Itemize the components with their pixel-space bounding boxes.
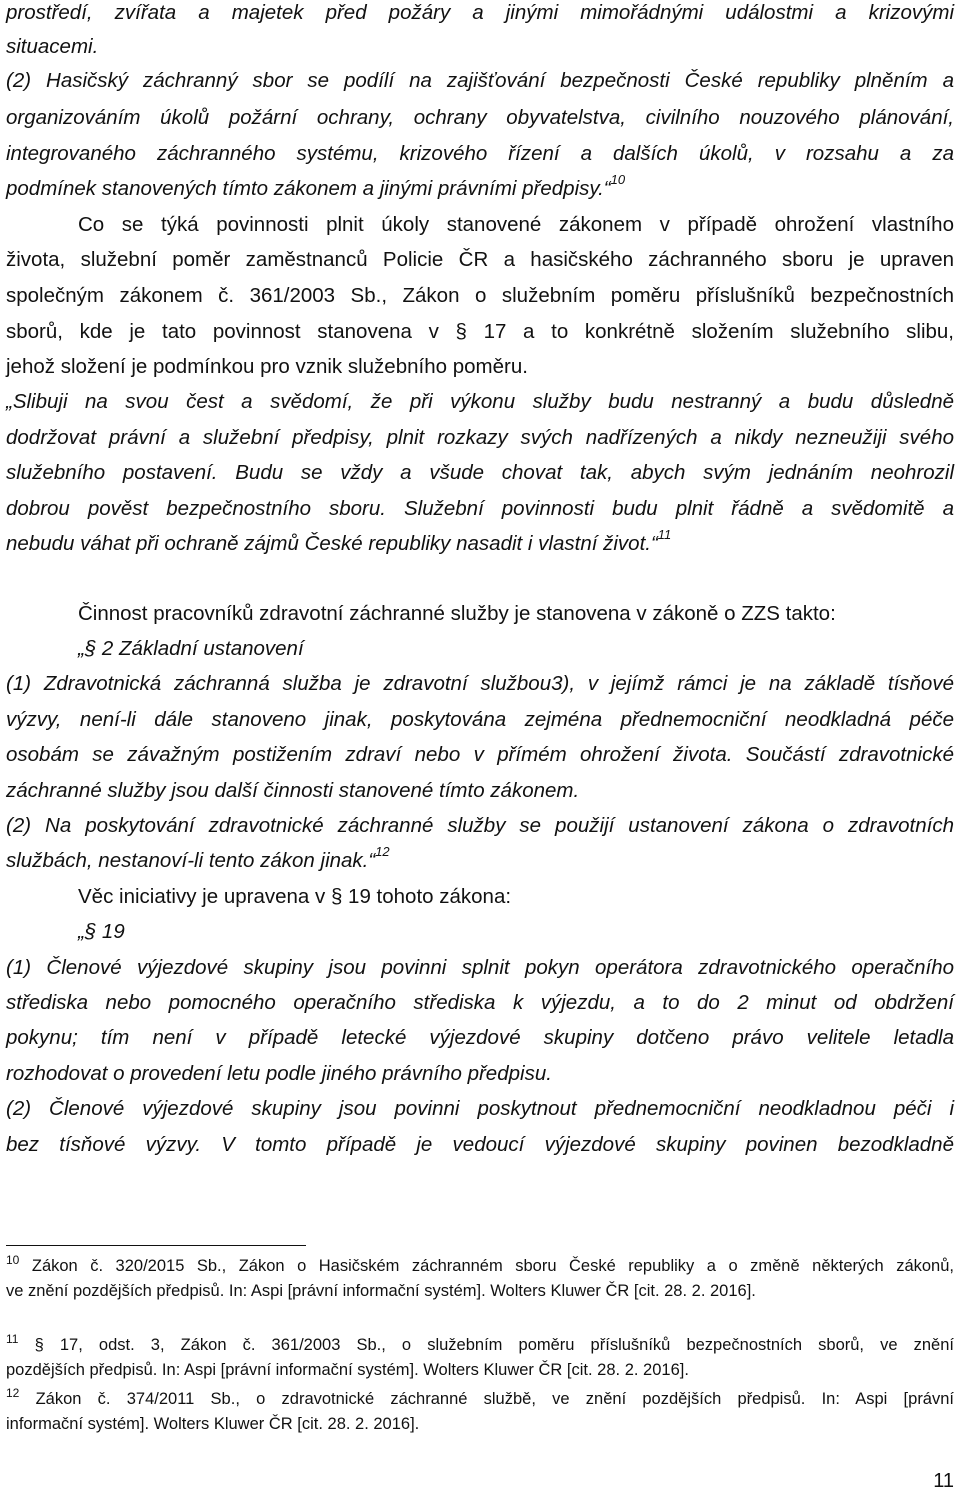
footnote-line	[6, 1387, 954, 1412]
body-line: situacemi.	[6, 35, 99, 58]
footnote-text: Zákon č. 320/2015 Sb., Zákon o Hasičském záchranném sboru České republiky a o změně některých zákonů,	[31, 1257, 954, 1275]
footnote-line: pozdějších předpisů. In: Aspi [právní informační systém]. Wolters Kluwer ČR [cit. 28. 2. 2016].	[6, 1361, 689, 1379]
footnote-line: informační systém]. Wolters Kluwer ČR [cit. 28. 2. 2016].	[6, 1415, 420, 1433]
footnote-separator	[6, 1245, 306, 1246]
body-line-text: podmínek stanovených tímto zákonem a jinými právními předpisy.“	[6, 177, 611, 200]
footnote-number: 10	[6, 1253, 20, 1267]
footnote-text: § 17, odst. 3, Zákon č. 361/2003 Sb., o služebním poměru příslušníků bezpečnostních sborů, ve znění	[34, 1336, 954, 1354]
body-line: jehož složení je podmínkou pro vznik služebního poměru.	[6, 355, 528, 378]
quote-line-text: nebudu váhat při ochraně zájmů České republiky nasadit i vlastní život.“	[6, 532, 658, 555]
body-line: Činnost pracovníků zdravotní záchranné služby je stanovena v zákoně o ZZS takto:	[78, 602, 836, 625]
body-line: společným zákonem č. 361/2003 Sb., Zákon o služebním poměru příslušníků bezpečnostních	[6, 284, 954, 307]
quote-line	[6, 844, 954, 878]
footnote-number: 11	[6, 1332, 19, 1346]
footnote-ref: 10	[610, 172, 626, 187]
quote-line: (1) Zdravotnická záchranná služba je zdravotní službou3), v jejímž rámci je na základě tísňové	[6, 672, 954, 695]
quote-line: dobrou pověst bezpečnostního sboru. Služební povinnosti budu plnit řádně a svědomitě a	[6, 497, 954, 520]
quote-line: (2) Členové výjezdové skupiny jsou povinni poskytnout přednemocniční neodkladnou péči i	[6, 1097, 954, 1120]
quote-line-text: službách, nestanoví-li tento zákon jinak.“	[6, 849, 376, 872]
body-line: Co se týká povinnosti plnit úkoly stanovené zákonem v případě ohrožení vlastního	[78, 213, 954, 236]
footnote	[6, 1387, 954, 1437]
footnote	[6, 1333, 954, 1383]
footnote-text: Zákon č. 374/2011 Sb., o zdravotnické záchranné službě, ve znění pozdějších předpisů. In: Aspi [právní	[35, 1390, 954, 1408]
footnote-ref: 11	[657, 527, 672, 542]
section-heading: „§ 19	[78, 920, 125, 943]
page-number: 11	[933, 1470, 954, 1492]
section-heading: „§ 2 Základní ustanovení	[78, 637, 304, 660]
quote-line: pokynu; tím není v případě letecké výjezdové skupiny dotčeno právo velitele letadla	[6, 1026, 954, 1049]
footnote-number: 12	[6, 1386, 20, 1400]
quote-line: (1) Členové výjezdové skupiny jsou povinni splnit pokyn operátora zdravotnického operačního	[6, 956, 954, 979]
quote-line: rozhodovat o provedení letu podle jiného právního předpisu.	[6, 1062, 552, 1085]
quote-line: střediska nebo pomocného operačního střediska k výjezdu, a to do 2 minut od obdržení	[6, 991, 954, 1014]
footnote-ref: 12	[375, 844, 390, 859]
body-line: prostředí, zvířata a majetek před požáry a jinými mimořádnými událostmi a krizovými	[6, 1, 954, 24]
body-line	[6, 172, 954, 206]
quote-line: bez tísňové výzvy. V tomto případě je vedoucí výjezdové skupiny povinen bezodkladně	[6, 1133, 954, 1156]
footnote-line	[6, 1333, 954, 1358]
quote-line: služebního postavení. Budu se vždy a všude chovat tak, abych svým jednáním neohrozil	[6, 461, 954, 484]
footnote-line: ve znění pozdějších předpisů. In: Aspi [právní informační systém]. Wolters Kluwer ČR [cit. 28. 2. 2016].	[6, 1282, 756, 1300]
body-line: života, služební poměr zaměstnanců Policie ČR a hasičského záchranného sboru je upraven	[6, 248, 954, 271]
body-line: sborů, kde je tato povinnost stanovena v § 17 a to konkrétně složením služebního slibu,	[6, 320, 954, 343]
body-line: organizováním úkolů požární ochrany, ochrany obyvatelstva, civilního nouzového plánování,	[6, 106, 954, 129]
quote-line: „Slibuji na svou čest a svědomí, že při výkonu služby budu nestranný a budu důsledně	[6, 390, 954, 413]
quote-line	[6, 527, 954, 561]
body-line: (2) Hasičský záchranný sbor se podílí na zajišťování bezpečnosti České republiky plněním a	[6, 69, 954, 92]
body-line: Věc iniciativy je upravena v § 19 tohoto zákona:	[78, 885, 512, 908]
footnote-line	[6, 1254, 954, 1279]
quote-line: záchranné služby jsou další činnosti stanovené tímto zákonem.	[6, 779, 580, 802]
quote-line: výzvy, není-li dále stanoveno jinak, poskytována zejména přednemocniční neodkladná péče	[6, 708, 954, 731]
body-line: integrovaného záchranného systému, krizového řízení a dalších úkolů, v rozsahu a za	[6, 142, 954, 165]
footnote	[6, 1254, 954, 1304]
quote-line: (2) Na poskytování zdravotnické záchranné služby se použijí ustanovení zákona o zdravotních	[6, 814, 954, 837]
quote-line: dodržovat právní a služební předpisy, plnit rozkazy svých nadřízených a nikdy nezneužiji svého	[6, 426, 954, 449]
quote-line: osobám se závažným postižením zdraví nebo v přímém ohrožení života. Součástí zdravotnické	[6, 743, 954, 766]
